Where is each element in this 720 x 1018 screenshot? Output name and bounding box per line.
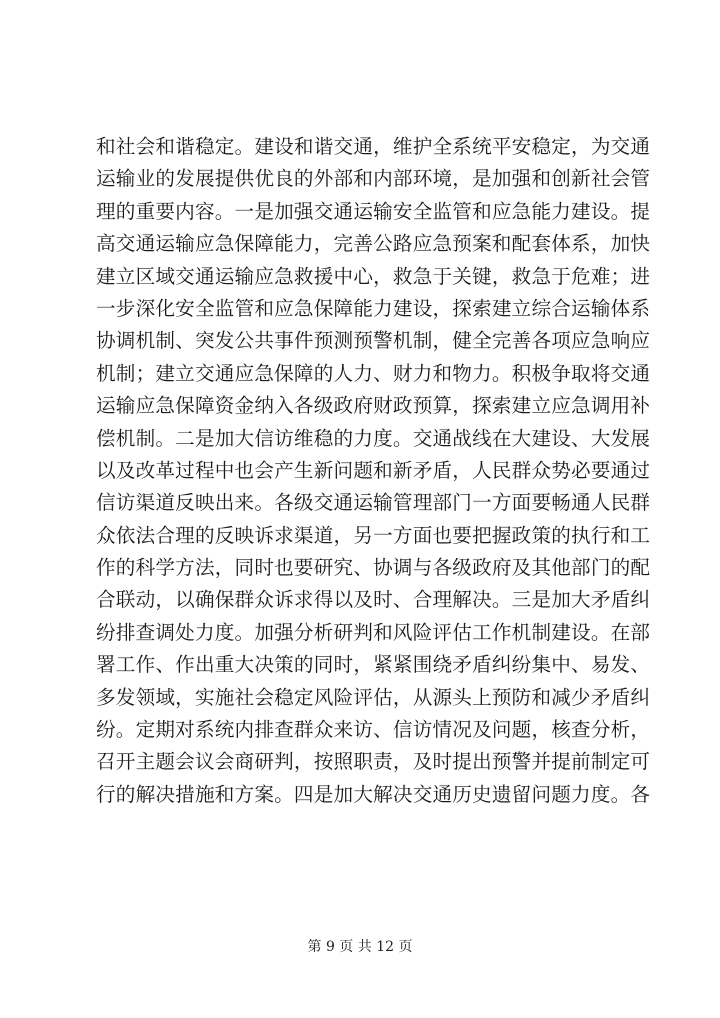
text-line: 合联动，以确保群众诉求得以及时、合理解决。三是加大矛盾纠 (96, 588, 651, 612)
text-line: 机制；建立交通应急保障的人力、财力和物力。积极争取将交通 (96, 361, 651, 385)
body-text (96, 131, 651, 811)
text-line: 建立区域交通运输应急救援中心，救急于关键，救急于危难；进 (96, 264, 651, 288)
page-number-footer: 第 9 页 共 12 页 (307, 939, 413, 955)
text-line: 偿机制。二是加大信访维稳的力度。交通战线在大建设、大发展 (96, 426, 651, 450)
text-line: 理的重要内容。一是加强交通运输安全监管和应急能力建设。提 (96, 199, 651, 223)
text-line: 纷。定期对系统内排查群众来访、信访情况及问题，核查分析， (96, 718, 651, 742)
text-line: 众依法合理的反映诉求渠道，另一方面也要把握政策的执行和工 (96, 523, 651, 547)
text-line: 协调机制、突发公共事件预测预警机制，健全完善各项应急响应 (96, 329, 651, 353)
text-line: 署工作、作出重大决策的同时，紧紧围绕矛盾纠纷集中、易发、 (96, 653, 651, 677)
text-line: 作的科学方法，同时也要研究、协调与各级政府及其他部门的配 (96, 556, 651, 580)
text-line: 和社会和谐稳定。建设和谐交通，维护全系统平安稳定，为交通 (96, 135, 651, 158)
text-line: 召开主题会议会商研判，按照职责，及时提出预警并提前制定可 (96, 750, 651, 774)
text-line: 运输业的发展提供优良的外部和内部环境，是加强和创新社会管 (96, 167, 651, 191)
text-line: 高交通运输应急保障能力，完善公路应急预案和配套体系，加快 (96, 232, 651, 256)
text-line: 一步深化安全监管和应急保障能力建设，探索建立综合运输体系 (96, 296, 651, 320)
text-line: 以及改革过程中也会产生新问题和新矛盾，人民群众势必要通过 (96, 458, 651, 482)
text-line: 多发领域，实施社会稳定风险评估，从源头上预防和减少矛盾纠 (96, 685, 651, 709)
text-line: 信访渠道反映出来。各级交通运输管理部门一方面要畅通人民群 (96, 491, 651, 515)
text-line: 行的解决措施和方案。四是加大解决交通历史遗留问题力度。各 (96, 782, 651, 806)
text-line: 纷排查调处力度。加强分析研判和风险评估工作机制建设。在部 (96, 620, 651, 644)
text-line: 运输应急保障资金纳入各级政府财政预算，探索建立应急调用补 (96, 394, 651, 418)
